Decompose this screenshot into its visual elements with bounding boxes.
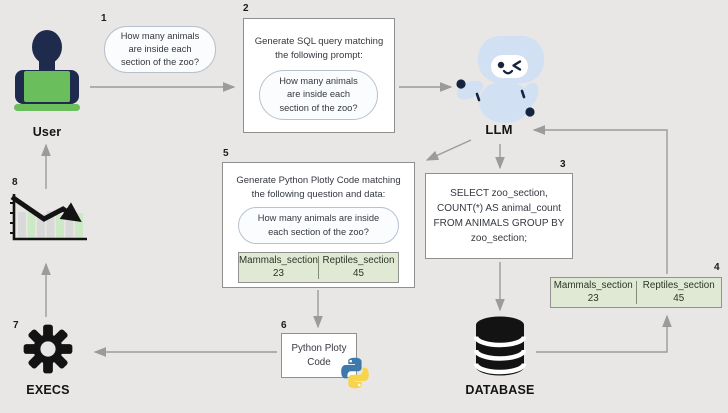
result-table-cell-reptiles: Reptiles_section 45 (642, 279, 715, 304)
execs-label: EXECS (26, 383, 70, 397)
plotly-table-cell-mammals: Mammals_section 23 (239, 254, 318, 279)
sql-prompt-bubble: How many animals are inside each section of the zoo? (259, 70, 378, 120)
plotly-prompt-box (222, 162, 415, 288)
step-4-number: 4 (714, 262, 720, 273)
user-icon (12, 30, 82, 115)
python-icon (338, 356, 372, 390)
llm-robot-icon (452, 18, 556, 126)
llm-label: LLM (485, 122, 513, 137)
plotly-data-table (238, 252, 399, 283)
execs-gear-icon (22, 323, 74, 375)
python-code-label: Python Ploty Code (291, 343, 347, 369)
step-1-number: 1 (101, 13, 107, 24)
plotly-table-cell-reptiles: Reptiles_section 45 (322, 254, 395, 279)
step-2-number: 2 (243, 3, 249, 14)
plotly-prompt-title: Generate Python Plotly Code matching the following question and data: (236, 175, 401, 200)
step-5-number: 5 (223, 148, 229, 159)
sql-query-box (425, 173, 573, 259)
plotly-prompt-bubble: How many animals are inside each section of the zoo? (238, 207, 399, 244)
result-table-cell-mammals: Mammals_section 23 (553, 279, 633, 304)
prompt-bubble-1: How many animals are inside each section of the zoo? (104, 26, 216, 73)
step-8-number: 8 (12, 177, 18, 188)
database-icon (474, 315, 526, 377)
database-label: DATABASE (465, 383, 535, 397)
arrow-database-to-result-table (536, 316, 667, 352)
step-3-number: 3 (560, 159, 566, 170)
step-7-number: 7 (13, 320, 19, 331)
sql-prompt-title: Generate SQL query matching the following prompt: (254, 36, 384, 61)
sql-prompt-box (243, 18, 395, 133)
sql-query-text: SELECT zoo_section, COUNT(*) AS animal_count FROM ANIMALS GROUP BY zoo_section; (433, 188, 565, 244)
chart-icon (8, 188, 98, 246)
step-6-number: 6 (281, 320, 287, 331)
arrow-llm-to-plotly-prompt (427, 140, 471, 160)
result-table (550, 277, 722, 308)
user-label: User (32, 125, 62, 139)
